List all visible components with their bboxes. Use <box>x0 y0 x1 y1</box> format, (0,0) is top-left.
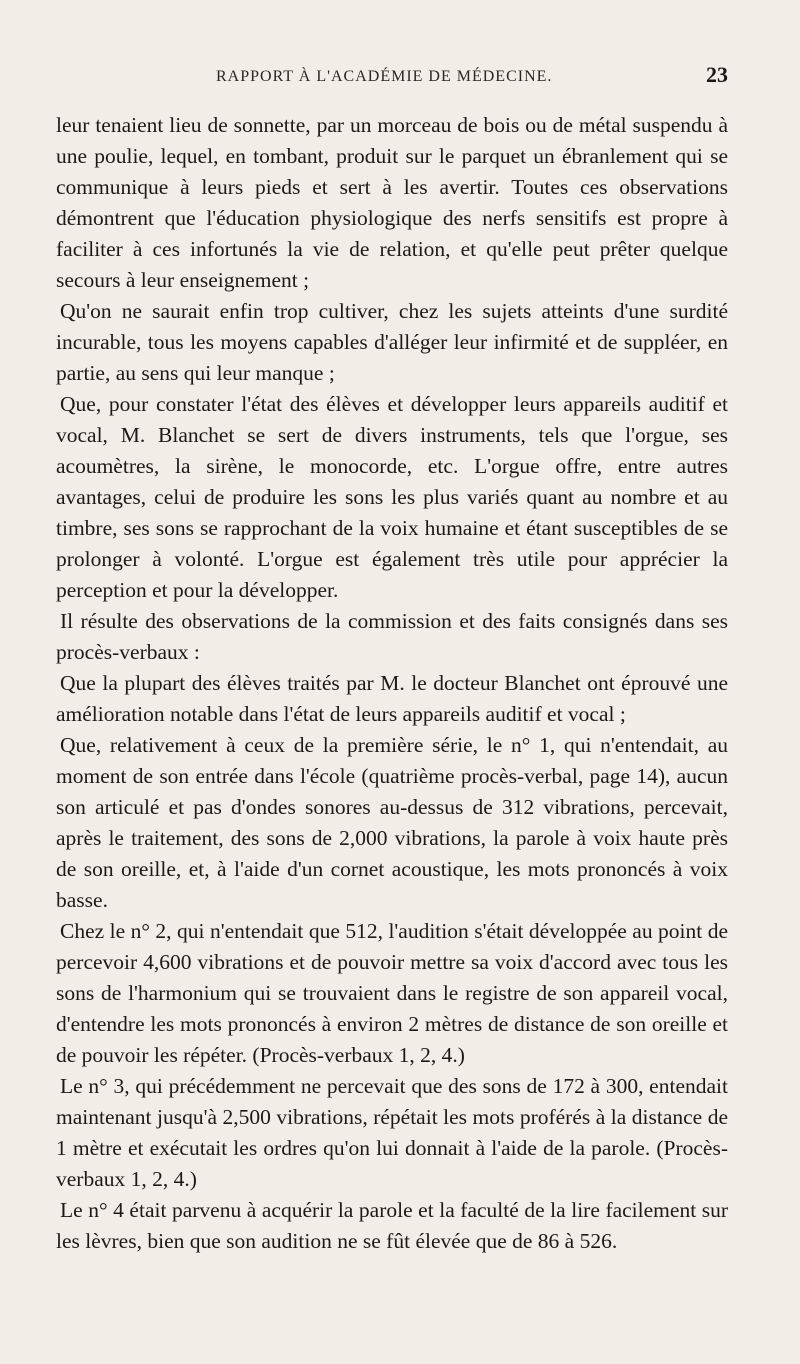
running-title: RAPPORT À L'ACADÉMIE DE MÉDECINE. <box>216 68 553 85</box>
paragraph: Chez le n° 2, qui n'entendait que 512, l'audition s'était développée au point de percevoir 4,600 vibrations et de pouvoir mettre sa voix d'accord avec tous les sons de l'harmonium qui se trouvaient dans le registre de son appareil vocal, d'entendre les mots prononcés à environ 2 mètres de distance de son oreille et de pouvoir les répéter. (Procès-verbaux 1, 2, 4.) <box>56 919 728 1067</box>
running-head <box>56 62 728 96</box>
paragraph: Il résulte des observations de la commission et des faits consignés dans ses procès-verbaux : <box>56 609 728 664</box>
page-number: 23 <box>706 62 728 87</box>
paragraph: Qu'on ne saurait enfin trop cultiver, chez les sujets atteints d'une surdité incurable, tous les moyens capables d'alléger leur infirmité et de suppléer, en partie, au sens qui leur manque ; <box>56 299 728 385</box>
paragraph: Le n° 4 était parvenu à acquérir la parole et la faculté de la lire facilement sur les lèvres, bien que son audition ne se fût élevée que de 86 à 526. <box>56 1198 728 1253</box>
body-text <box>56 110 728 1257</box>
paragraph: Que, pour constater l'état des élèves et développer leurs appareils auditif et vocal, M. Blanchet se sert de divers instruments, tels que l'orgue, ses acoumètres, la sirène, le monocorde, etc. L'orgue offre, entre autres avantages, celui de produire les sons les plus variés quant au nombre et au timbre, ses sons se rapprochant de la voix humaine et étant susceptibles de se prolonger à volonté. L'orgue est également très utile pour apprécier la perception et pour la développer. <box>56 392 728 602</box>
paragraph: Que, relativement à ceux de la première série, le n° 1, qui n'entendait, au moment de son entrée dans l'école (quatrième procès-verbal, page 14), aucun son articulé et pas d'ondes sonores au-dessus de 312 vibrations, percevait, après le traitement, des sons de 2,000 vibrations, la parole à voix haute près de son oreille, et, à l'aide d'un cornet acoustique, les mots prononcés à voix basse. <box>56 733 728 912</box>
paragraph-continued: leur tenaient lieu de sonnette, par un morceau de bois ou de métal suspendu à une poulie, lequel, en tombant, produit sur le parquet un ébranlement qui se communique à leurs pieds et sert à les avertir. Toutes ces observations démontrent que l'éducation physiologique des nerfs sensitifs est propre à faciliter à ces infortunés la vie de relation, et qu'elle peut prêter quelque secours à leur enseignement ; <box>56 113 728 292</box>
paragraph: Le n° 3, qui précédemment ne percevait que des sons de 172 à 300, entendait maintenant jusqu'à 2,500 vibrations, répétait les mots proférés à la distance de 1 mètre et exécutait les ordres qu'on lui donnait à l'aide de la parole. (Procès-verbaux 1, 2, 4.) <box>56 1074 728 1191</box>
paragraph: Que la plupart des élèves traités par M. le docteur Blanchet ont éprouvé une amélioration notable dans l'état de leurs appareils auditif et vocal ; <box>56 671 728 726</box>
